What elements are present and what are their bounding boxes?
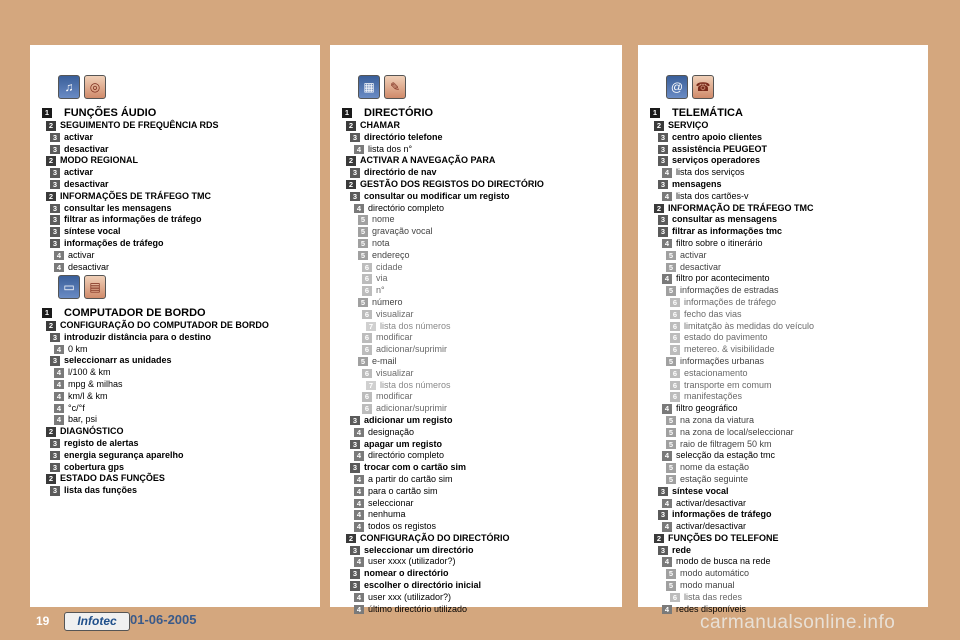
menu-item-label: °c/°f [68, 402, 85, 413]
menu-item-label: redes disponíveis [676, 603, 747, 614]
menu-item-label: mensagens [672, 178, 722, 189]
menu-item-label: desactivar [64, 178, 109, 189]
level-badge: 4 [354, 451, 364, 461]
menu-item-label: filtro sobre o itinerário [676, 237, 763, 248]
level-badge: 3 [350, 133, 360, 143]
level-badge: 3 [658, 215, 668, 225]
menu-item-label: adicionar um registo [364, 414, 453, 425]
menu-item-label: escolher o directório inicial [364, 580, 482, 591]
level-badge: 6 [670, 593, 680, 603]
menu-item-label: selecção da estação tmc [676, 450, 776, 461]
level-badge: 5 [666, 569, 676, 579]
level-badge: 5 [358, 251, 368, 261]
level-badge: 5 [666, 440, 676, 450]
trip-computer-icon: ▤ [84, 275, 106, 299]
menu-item-label: lista dos números [380, 379, 451, 390]
menu-item-label: directório completo [368, 450, 445, 461]
level-badge: 3 [350, 192, 360, 202]
level-badge: 4 [662, 451, 672, 461]
level-badge: 5 [666, 251, 676, 261]
menu-item-label: visualizar [376, 367, 414, 378]
level-badge: 6 [362, 263, 372, 273]
level-badge: 6 [362, 286, 372, 296]
level-badge: 4 [354, 204, 364, 214]
level-badge: 4 [354, 475, 364, 485]
menu-item-label: e-mail [372, 355, 397, 366]
menu-item-label: estado do pavimento [684, 332, 768, 343]
menu-item-label: registo de alertas [64, 437, 139, 448]
menu-item-label: COMPUTADOR DE BORDO [64, 307, 206, 319]
level-badge: 3 [658, 145, 668, 155]
level-badge: 6 [362, 392, 372, 402]
level-badge: 2 [346, 121, 356, 131]
menu-item-label: via [376, 273, 388, 284]
menu-item-label: INFORMAÇÕES DE TRÁFEGO TMC [60, 190, 211, 201]
music-note-icon: ♫ [58, 75, 80, 99]
level-badge: 2 [46, 474, 56, 484]
section-icons [58, 75, 106, 103]
level-badge: 4 [54, 392, 64, 402]
level-badge: 3 [658, 487, 668, 497]
level-badge: 6 [670, 322, 680, 332]
level-badge: 2 [654, 121, 664, 131]
menu-item-label: para o cartão sim [368, 485, 438, 496]
level-badge: 4 [662, 522, 672, 532]
menu-item-label: desactivar [64, 143, 109, 154]
menu-item-label: assistência PEUGEOT [672, 143, 768, 154]
level-badge: 4 [54, 415, 64, 425]
level-badge: 6 [670, 381, 680, 391]
level-badge: 2 [346, 180, 356, 190]
infotec-logo: Infotec [64, 612, 130, 631]
menu-item-label: modo automático [680, 568, 750, 579]
level-badge: 5 [666, 428, 676, 438]
level-badge: 2 [46, 427, 56, 437]
level-badge: 6 [670, 369, 680, 379]
monitor-icon: ▭ [58, 275, 80, 299]
menu-item-label: filtrar as informações tmc [672, 226, 783, 237]
level-badge: 4 [354, 499, 364, 509]
menu-item-label: seleccionar um directório [364, 544, 474, 555]
level-badge: 4 [54, 251, 64, 261]
menu-item-label: número [372, 296, 403, 307]
menu-item-label: serviços operadores [672, 155, 761, 166]
menu-item-label: lista das funções [64, 485, 138, 496]
notepad-icon: ✎ [384, 75, 406, 99]
level-badge: 6 [670, 298, 680, 308]
menu-item-label: modo manual [680, 580, 735, 591]
menu-item-label: informações urbanas [680, 355, 765, 366]
menu-item-label: todos os registos [368, 521, 437, 532]
level-badge: 7 [366, 381, 376, 391]
level-badge: 4 [54, 380, 64, 390]
level-badge: 5 [358, 215, 368, 225]
menu-item-label: CHAMAR [360, 120, 400, 130]
level-badge: 5 [358, 298, 368, 308]
level-badge: 3 [50, 333, 60, 343]
menu-item-label: informações de tráfego [64, 237, 164, 248]
level-badge: 4 [662, 239, 672, 249]
level-badge: 3 [350, 581, 360, 591]
level-badge: 2 [346, 534, 356, 544]
page-number: 19 [36, 614, 50, 628]
menu-item-label: filtrar as informações de tráfego [64, 214, 202, 225]
menu-item-label: desactivar [68, 261, 110, 272]
level-badge: 6 [670, 392, 680, 402]
panel-directory [330, 45, 622, 614]
level-badge: 4 [662, 557, 672, 567]
menu-item-label: activar/desactivar [676, 497, 747, 508]
level-badge: 4 [54, 404, 64, 414]
panel-telematics [638, 45, 928, 614]
menu-item-label: na zona da viatura [680, 414, 755, 425]
menu-item-label: lista dos números [380, 320, 451, 331]
level-badge: 3 [350, 440, 360, 450]
level-badge: 4 [662, 404, 672, 414]
menu-item-label: SERVIÇO [668, 120, 709, 130]
menu-item-label: modificar [376, 391, 413, 402]
menu-item-label: user xxx (utilizador?) [368, 591, 452, 602]
menu-item-label: nome da estação [680, 462, 750, 473]
menu-item-label: FUNÇÕES DO TELEFONE [668, 532, 779, 543]
level-badge: 3 [658, 133, 668, 143]
level-badge: 2 [46, 121, 56, 131]
menu-item-label: cidade [376, 261, 403, 272]
menu-item-label: SEGUIMENTO DE FREQUÊNCIA RDS [60, 120, 219, 130]
menu-item-label: seleccionarr as unidades [64, 355, 172, 366]
level-badge: 4 [662, 192, 672, 202]
menu-item-label: na zona de local/seleccionar [680, 426, 794, 437]
level-badge: 1 [342, 108, 352, 118]
menu-item-label: activar [64, 167, 94, 178]
level-badge: 3 [50, 356, 60, 366]
menu-item-label: endereço [372, 249, 410, 260]
menu-item-label: filtro geográfico [676, 403, 738, 414]
level-badge: 3 [50, 227, 60, 237]
level-badge: 5 [666, 581, 676, 591]
menu-item-label: gravação vocal [372, 226, 433, 237]
menu-item-label: nota [372, 237, 390, 248]
level-badge: 1 [42, 308, 52, 318]
menu-item-label: GESTÃO DOS REGISTOS DO DIRECTÓRIO [360, 178, 544, 189]
menu-item-label: TELEMÁTICA [672, 107, 743, 119]
menu-item-label: informações de estradas [680, 285, 779, 296]
level-badge: 3 [50, 168, 60, 178]
menu-item-label: n° [376, 285, 385, 296]
level-badge: 3 [50, 145, 60, 155]
menu-item-label: FUNÇÕES ÁUDIO [64, 107, 157, 119]
level-badge: 3 [50, 204, 60, 214]
menu-item-label: consultar les mensagens [64, 202, 172, 213]
menu-item-label: activar [680, 249, 707, 260]
menu-item-label: desactivar [680, 261, 722, 272]
menu-item-label: directório de nav [364, 167, 437, 178]
menu-item-label: estacionamento [684, 367, 748, 378]
level-badge: 2 [46, 156, 56, 166]
level-badge: 4 [354, 510, 364, 520]
menu-item-label: estação seguinte [680, 473, 749, 484]
level-badge: 4 [662, 274, 672, 284]
level-badge: 4 [354, 522, 364, 532]
menu-item-label: activar [64, 131, 94, 142]
menu-item-label: fecho das vias [684, 308, 742, 319]
edition-date: 01-06-2005 [130, 612, 197, 627]
radio-icon: ◎ [84, 75, 106, 99]
level-badge: 4 [54, 345, 64, 355]
level-badge: 6 [670, 345, 680, 355]
level-badge: 2 [346, 156, 356, 166]
watermark: carmanualsonline.info [700, 612, 896, 633]
level-badge: 4 [662, 605, 672, 615]
panel-audio-computer [30, 45, 320, 607]
menu-item-label: visualizar [376, 308, 414, 319]
level-badge: 4 [354, 557, 364, 567]
menu-item-label: ESTADO DAS FUNÇÕES [60, 473, 165, 484]
menu-item-label: bar, psi [68, 414, 98, 425]
level-badge: 3 [350, 546, 360, 556]
menu-item-label: raio de filtragem 50 km [680, 438, 772, 449]
level-badge: 3 [50, 133, 60, 143]
menu-item-label: limitatção às medidas do veículo [684, 320, 815, 331]
menu-item-label: introduzir distância para o destino [64, 331, 212, 342]
level-badge: 6 [362, 369, 372, 379]
level-badge: 5 [666, 286, 676, 296]
level-badge: 5 [666, 357, 676, 367]
level-badge: 4 [354, 145, 364, 155]
section-icons [666, 75, 714, 103]
menu-item-label: lista dos serviços [676, 167, 745, 178]
menu-item-label: ACTIVAR A NAVEGAÇÃO PARA [360, 155, 496, 166]
level-badge: 4 [354, 593, 364, 603]
level-badge: 3 [50, 451, 60, 461]
level-badge: 6 [670, 333, 680, 343]
menu-item-label: modo de busca na rede [676, 556, 771, 567]
menu-item-label: cobertura gps [64, 461, 125, 472]
menu-item-label: l/100 & km [68, 367, 111, 378]
menu-item-label: transporte em comum [684, 379, 772, 390]
menu-item-label: a partir do cartão sim [368, 473, 453, 484]
menu-item-label: INFORMAÇÃO DE TRÁFEGO TMC [668, 202, 814, 213]
level-badge: 4 [662, 168, 672, 178]
menu-item-label: adicionar/suprimir [376, 403, 448, 414]
level-badge: 2 [654, 534, 664, 544]
level-badge: 4 [54, 263, 64, 273]
menu-item-label: último directório utilizado [368, 603, 468, 614]
menu-item-label: síntese vocal [64, 226, 121, 237]
menu-item-label: directório completo [368, 202, 445, 213]
menu-item-label: directório telefone [364, 131, 443, 142]
menu-item-label: síntese vocal [672, 485, 729, 496]
menu-item-label: DIRECTÓRIO [364, 107, 434, 119]
menu-item-label: manifestações [684, 391, 743, 402]
menu-item-label: energia segurança aparelho [64, 449, 184, 460]
level-badge: 4 [354, 428, 364, 438]
level-badge: 3 [50, 439, 60, 449]
menu-item-label: trocar com o cartão sim [364, 462, 467, 473]
menu-item-label: nenhuma [368, 509, 406, 520]
level-badge: 6 [362, 274, 372, 284]
level-badge: 3 [50, 180, 60, 190]
section-icons [358, 75, 406, 103]
level-badge: 5 [666, 475, 676, 485]
menu-item-label: seleccionar [368, 497, 414, 508]
level-badge: 4 [662, 499, 672, 509]
menu-item-label: MODO REGIONAL [60, 155, 138, 166]
menu-item-label: metereo. & visibilidade [684, 344, 775, 355]
level-badge: 6 [362, 404, 372, 414]
menu-item-label: informações de tráfego [684, 296, 777, 307]
menu-item-label: informações de tráfego [672, 509, 772, 520]
phone-icon: ☎ [692, 75, 714, 99]
menu-item-label: lista dos n° [368, 143, 413, 154]
level-badge: 2 [46, 321, 56, 331]
menu-item-label: centro apoio clientes [672, 131, 763, 142]
menu-item-label: nomear o directório [364, 568, 449, 579]
level-badge: 5 [358, 227, 368, 237]
section-icons [58, 275, 106, 303]
level-badge: 3 [50, 486, 60, 496]
menu-item-label: 0 km [68, 343, 88, 354]
menu-item-label: filtro por acontecimento [676, 273, 770, 284]
level-badge: 1 [650, 108, 660, 118]
menu-item-label: CONFIGURAÇÃO DO DIRECTÓRIO [360, 532, 510, 543]
level-badge: 3 [50, 463, 60, 473]
menu-item-label: activar [68, 249, 95, 260]
menu-item-label: lista dos cartões-v [676, 190, 749, 201]
level-badge: 4 [54, 368, 64, 378]
telematics-icon: @ [666, 75, 688, 99]
level-badge: 5 [666, 263, 676, 273]
menu-item-label: modificar [376, 332, 413, 343]
menu-item-label: DIAGNÓSTICO [60, 426, 124, 437]
level-badge: 7 [366, 322, 376, 332]
menu-item-label: nome [372, 214, 395, 225]
level-badge: 6 [362, 333, 372, 343]
menu-item-label: lista das redes [684, 591, 743, 602]
level-badge: 3 [50, 215, 60, 225]
level-badge: 5 [358, 239, 368, 249]
level-badge: 5 [666, 463, 676, 473]
level-badge: 2 [654, 204, 664, 214]
level-badge: 3 [350, 463, 360, 473]
menu-item-label: adicionar/suprimir [376, 344, 448, 355]
level-badge: 2 [46, 192, 56, 202]
menu-item-label: user xxxx (utilizador?) [368, 556, 456, 567]
menu-item-label: mpg & milhas [68, 378, 123, 389]
level-badge: 4 [354, 487, 364, 497]
level-badge: 3 [658, 227, 668, 237]
menu-item-label: rede [672, 544, 692, 555]
page-footer [0, 610, 300, 632]
address-book-icon: ▦ [358, 75, 380, 99]
level-badge: 3 [658, 546, 668, 556]
level-badge: 5 [666, 416, 676, 426]
level-badge: 6 [362, 345, 372, 355]
menu-item-label: activar/desactivar [676, 521, 747, 532]
level-badge: 1 [42, 108, 52, 118]
menu-item-label: apagar um registo [364, 438, 443, 449]
level-badge: 3 [658, 510, 668, 520]
level-badge: 5 [358, 357, 368, 367]
level-badge: 3 [350, 168, 360, 178]
level-badge: 6 [670, 310, 680, 320]
menu-item-label: consultar ou modificar um registo [364, 190, 510, 201]
menu-item-label: designação [368, 426, 415, 437]
level-badge: 3 [658, 156, 668, 166]
level-badge: 6 [362, 310, 372, 320]
level-badge: 3 [658, 180, 668, 190]
level-badge: 3 [50, 239, 60, 249]
menu-item-label: consultar as mensagens [672, 214, 778, 225]
level-badge: 3 [350, 416, 360, 426]
menu-item-label: CONFIGURAÇÃO DO COMPUTADOR DE BORDO [60, 320, 269, 330]
level-badge: 3 [350, 569, 360, 579]
level-badge: 4 [354, 605, 364, 615]
menu-item-label: km/l & km [68, 390, 108, 401]
